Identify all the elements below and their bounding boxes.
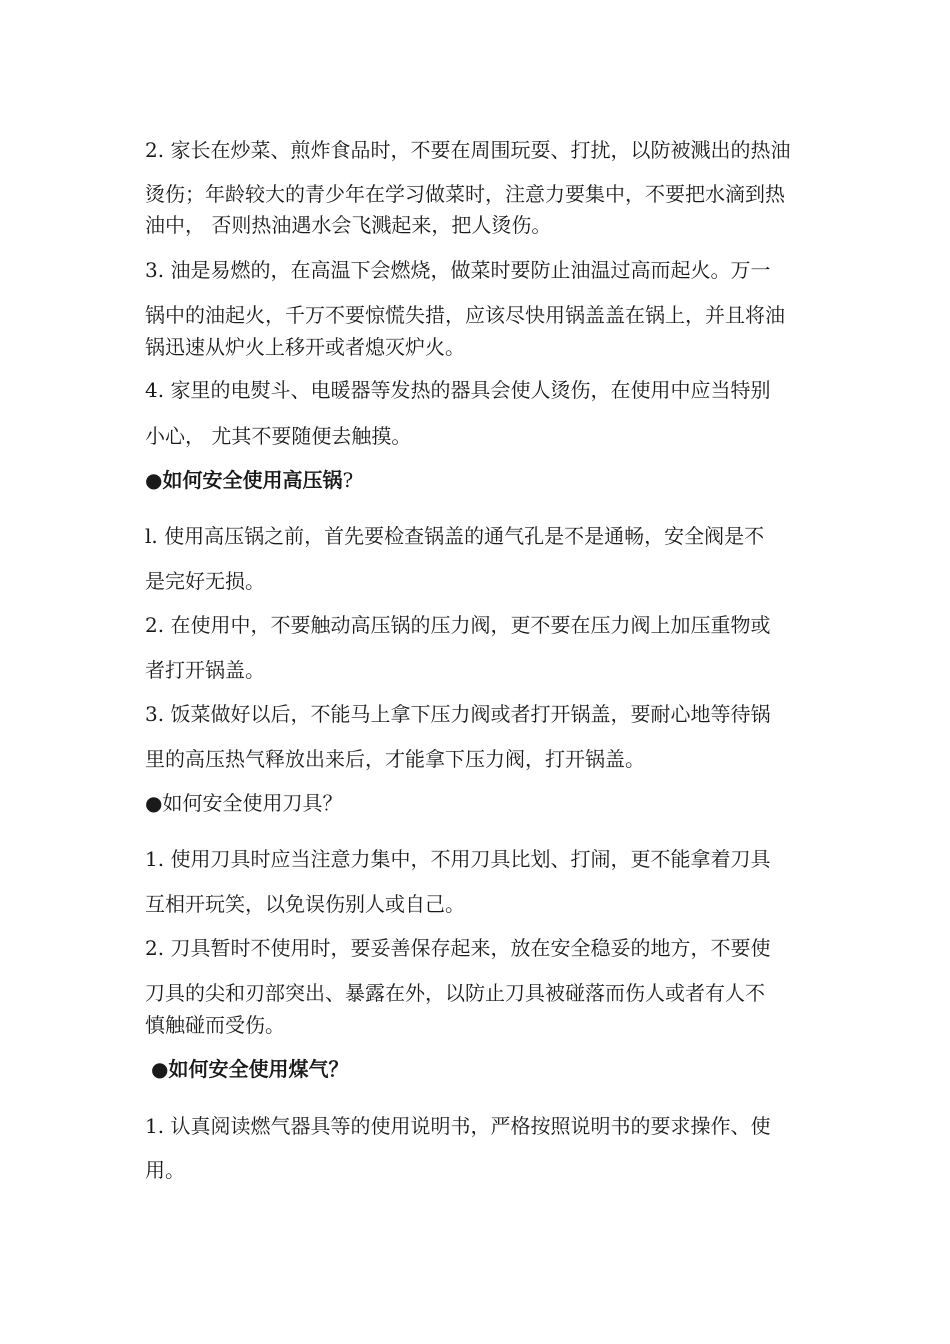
paragraph-line: 3. 油是易燃的，在高温下会燃烧，做菜时要防止油温过高而起火。万一: [145, 258, 771, 282]
paragraph-line: 2. 家长在炒菜、煎炸食品时，不要在周围玩耍、打扰，以防被溅出的热油: [145, 138, 791, 162]
paragraph-line: 慎触碰而受伤。: [145, 1013, 285, 1037]
paragraph-line: 1. 认真阅读燃气器具等的使用说明书，严格按照说明书的要求操作、使: [145, 1114, 771, 1138]
paragraph-line: 小心， 尤其不要随便去触摸。: [145, 424, 412, 448]
paragraph-line: 里的高压热气释放出来后，才能拿下压力阀，打开锅盖。: [145, 747, 645, 771]
section-heading-gas: ●如何安全使用煤气？: [151, 1057, 349, 1081]
paragraph-line: 用。: [145, 1158, 185, 1182]
paragraph-line: 3. 饭菜做好以后，不能马上拿下压力阀或者打开锅盖，要耐心地等待锅: [145, 702, 771, 726]
paragraph-line: 烫伤；年龄较大的青少年在学习做菜时，注意力要集中，不要把水滴到热: [145, 182, 785, 206]
paragraph-line: 4. 家里的电熨斗、电暖器等发热的器具会使人烫伤，在使用中应当特别: [145, 378, 771, 402]
paragraph-line: 1. 使用刀具时应当注意力集中，不用刀具比划、打闹，更不能拿着刀具: [145, 847, 771, 871]
heading-question-mark: ?: [342, 468, 354, 492]
paragraph-line: 2. 在使用中，不要触动高压锅的压力阀，更不要在压力阀上加压重物或: [145, 613, 771, 637]
paragraph-line: 2. 刀具暂时不使用时，要妥善保存起来，放在安全稳妥的地方，不要使: [145, 936, 771, 960]
paragraph-line: 是完好无损。: [145, 569, 265, 593]
paragraph-line: l. 使用高压锅之前，首先要检查锅盖的通气孔是不是通畅，安全阀是不: [145, 524, 765, 548]
paragraph-line: 者打开锅盖。: [145, 658, 265, 682]
paragraph-line: 锅中的油起火，千万不要惊慌失措，应该尽快用锅盖盖在锅上，并且将油: [145, 303, 785, 327]
paragraph-line: 锅迅速从炉火上移开或者熄灭炉火。: [145, 335, 465, 359]
paragraph-line: 油中， 否则热油遇水会飞溅起来，把人烫伤。: [145, 213, 552, 237]
section-heading-pressure-cooker: [145, 466, 815, 494]
paragraph-line: 刀具的尖和刃部突出、暴露在外，以防止刀具被碰落而伤人或者有人不: [145, 981, 765, 1005]
section-heading-knife: ●如何安全使用刀具？: [145, 791, 343, 815]
paragraph-line: 互相开玩笑，以免误伤别人或自己。: [145, 892, 465, 916]
heading-text: ●如何安全使用高压锅: [145, 468, 343, 492]
